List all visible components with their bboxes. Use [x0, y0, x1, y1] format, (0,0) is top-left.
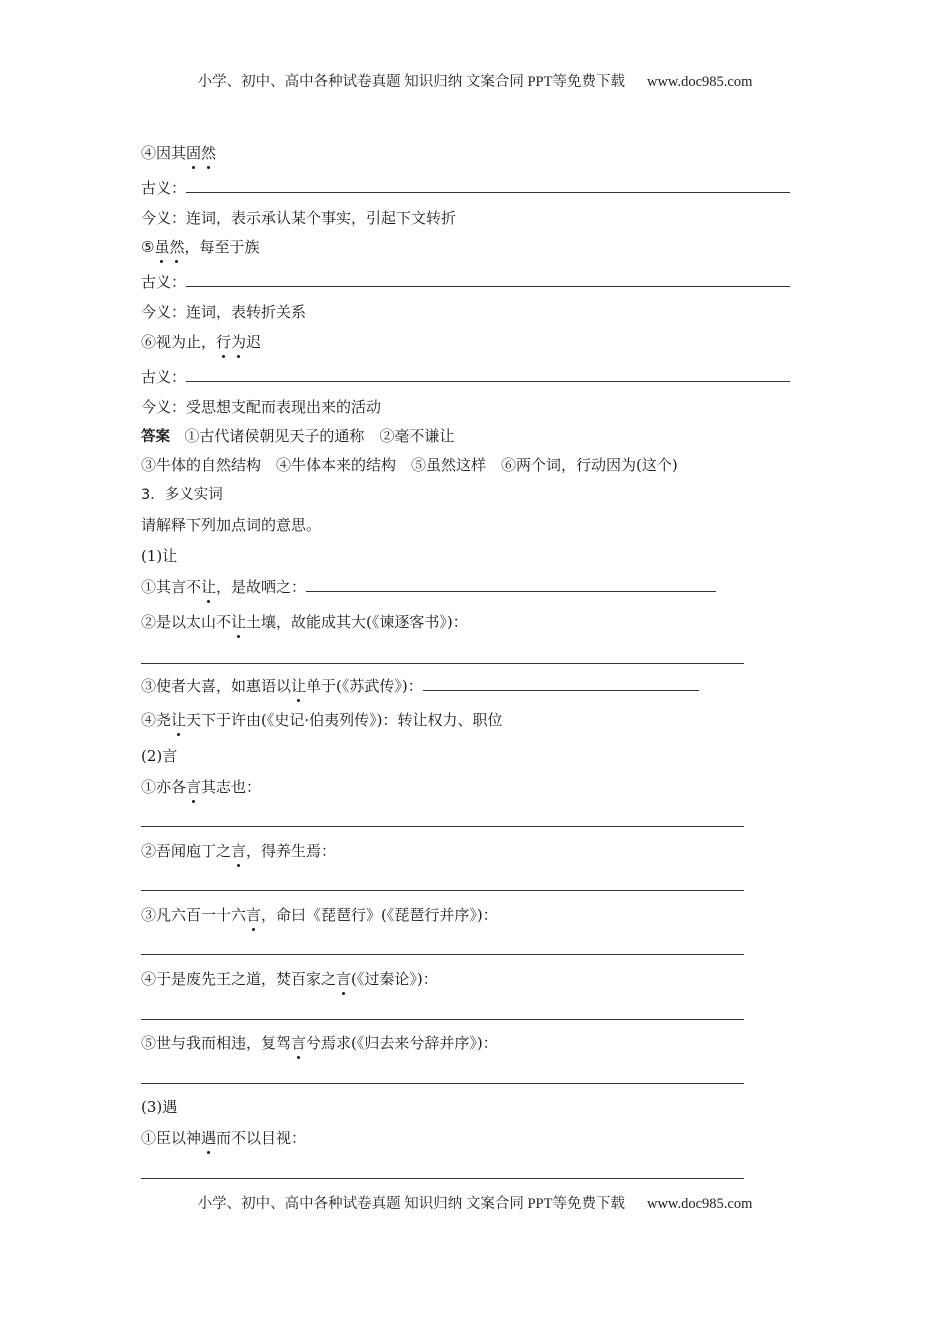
item-text: ④尧: [141, 711, 172, 729]
answer-blank[interactable]: [186, 178, 790, 193]
dotted-char: 让: [201, 578, 217, 596]
item-5: [141, 237, 260, 257]
item-text: ，是故哂之：: [216, 578, 307, 596]
item-text: ④于是废先王之道，焚百家之: [141, 970, 337, 988]
answer-text: ③牛体的自然结构 ④牛体本来的结构 ⑤虽然这样 ⑥两个词，行动因为(这个): [141, 456, 678, 474]
item-text: 迟: [246, 333, 262, 351]
section-instruction: 请解释下列加点词的意思。: [141, 516, 322, 534]
dotted-char: 言: [246, 906, 262, 924]
answer-blank[interactable]: [141, 954, 744, 955]
jin-line-5: [141, 302, 306, 322]
answer-label: 答案: [141, 429, 170, 445]
answer-line-2: [141, 455, 678, 475]
item-text: ③凡六百一十六: [141, 906, 247, 924]
dotted-char: 然: [169, 238, 185, 256]
gu-line-4: [141, 178, 790, 198]
jin-label: 今义：: [141, 398, 187, 416]
dotted-char: 遇: [201, 1129, 217, 1147]
jin-line-6: [141, 397, 381, 417]
item-number: ④: [141, 144, 157, 162]
answer-blank[interactable]: [141, 826, 744, 827]
item-6: [141, 332, 261, 352]
dotted-char: 让: [291, 677, 307, 695]
dotted-char: 言: [186, 778, 202, 796]
item-text: 因其: [156, 144, 187, 162]
answer-blank[interactable]: [141, 1178, 744, 1179]
section-title: 3．多义实词: [141, 487, 223, 503]
yan-item-4: [141, 969, 438, 989]
yan-item-5: [141, 1033, 498, 1053]
word-heading-yu: (3)遇: [141, 1098, 178, 1116]
rang-item-1: [141, 577, 716, 597]
jin-label: 今义：: [141, 209, 187, 227]
item-text: ①臣以神: [141, 1129, 202, 1147]
item-text: ②是以太山不: [141, 613, 232, 631]
answer-line-1: [141, 426, 454, 447]
page-header: [0, 70, 950, 91]
yan-item-3: [141, 905, 498, 925]
dotted-char: 然: [201, 144, 217, 162]
jin-text: 受思想支配而表现出来的活动: [186, 398, 382, 416]
item-text: ②吾闻庖丁之: [141, 842, 232, 860]
dotted-char: 固: [186, 144, 202, 162]
gu-label: 古义：: [141, 273, 187, 291]
jin-label: 今义：: [141, 303, 187, 321]
jin-text: 连词，表示承认某个事实，引起下文转折: [186, 209, 457, 227]
item-text: ③使者大喜，如惠语以: [141, 677, 292, 695]
gu-line-6: [141, 367, 790, 387]
item-text: 天下于许由(《史记·伯夷列传》)：转让权力、职位: [186, 711, 503, 729]
item-text: ①其言不: [141, 578, 202, 596]
dotted-char: 言: [336, 970, 352, 988]
yan-item-1: [141, 777, 261, 797]
item-text: ⑤世与我而相违，复驾: [141, 1034, 292, 1052]
item-text: 其志也：: [201, 778, 262, 796]
item-text: ，得养生焉：: [246, 842, 337, 860]
rang-item-2: [141, 612, 468, 632]
dotted-char: 行: [216, 333, 232, 351]
jin-line-4: [141, 208, 456, 228]
yan-item-2: [141, 841, 336, 861]
dotted-char: 言: [291, 1034, 307, 1052]
gu-line-5: [141, 272, 790, 292]
answer-blank[interactable]: [186, 272, 790, 287]
item-text: ①亦各: [141, 778, 187, 796]
item-text: ，命曰《琵琶行》(《琵琶行并序》)：: [261, 906, 498, 924]
item-text: 土壤，故能成其大(《谏逐客书》)：: [246, 613, 468, 631]
answer-blank[interactable]: [306, 577, 716, 592]
answer-blank[interactable]: [141, 1019, 744, 1020]
item-text: 视为止，: [156, 333, 217, 351]
header-text: 小学、初中、高中各种试卷真题 知识归纳 文案合同 PPT等免费下载: [197, 74, 625, 90]
gu-label: 古义：: [141, 179, 187, 197]
footer-site: www.doc985.com: [646, 1196, 753, 1212]
dotted-char: 为: [231, 333, 247, 351]
item-number: ⑥: [141, 333, 157, 351]
word-heading-yan: (2)言: [141, 747, 178, 765]
yu-item-1: [141, 1128, 306, 1148]
footer-text: 小学、初中、高中各种试卷真题 知识归纳 文案合同 PPT等免费下载: [197, 1196, 625, 1212]
jin-text: 连词，表转折关系: [186, 303, 307, 321]
word-heading-rang: (1)让: [141, 547, 178, 565]
item-4: [141, 143, 216, 163]
item-number: ⑤: [141, 238, 155, 256]
item-text: 单于(《苏武传》)：: [306, 677, 423, 695]
item-text: (《过秦论》)：: [351, 970, 438, 988]
answer-blank[interactable]: [423, 676, 699, 691]
answer-blank[interactable]: [141, 1083, 744, 1084]
item-text: 兮焉求(《归去来兮辞并序》)：: [306, 1034, 498, 1052]
answer-blank[interactable]: [141, 890, 744, 891]
answer-text: ①古代诸侯朝见天子的通称 ②毫不谦让: [184, 427, 455, 445]
dotted-char: 让: [231, 613, 247, 631]
page-footer: [0, 1192, 950, 1213]
item-text: ，每至于族: [184, 238, 260, 256]
answer-blank[interactable]: [141, 663, 744, 664]
header-site: www.doc985.com: [646, 74, 753, 90]
dotted-char: 虽: [154, 238, 170, 256]
item-text: 而不以目视：: [216, 1129, 307, 1147]
rang-item-3: [141, 676, 699, 696]
gu-label: 古义：: [141, 368, 187, 386]
dotted-char: 让: [171, 711, 187, 729]
dotted-char: 言: [231, 842, 247, 860]
answer-blank[interactable]: [186, 367, 790, 382]
rang-item-4: [141, 710, 503, 730]
